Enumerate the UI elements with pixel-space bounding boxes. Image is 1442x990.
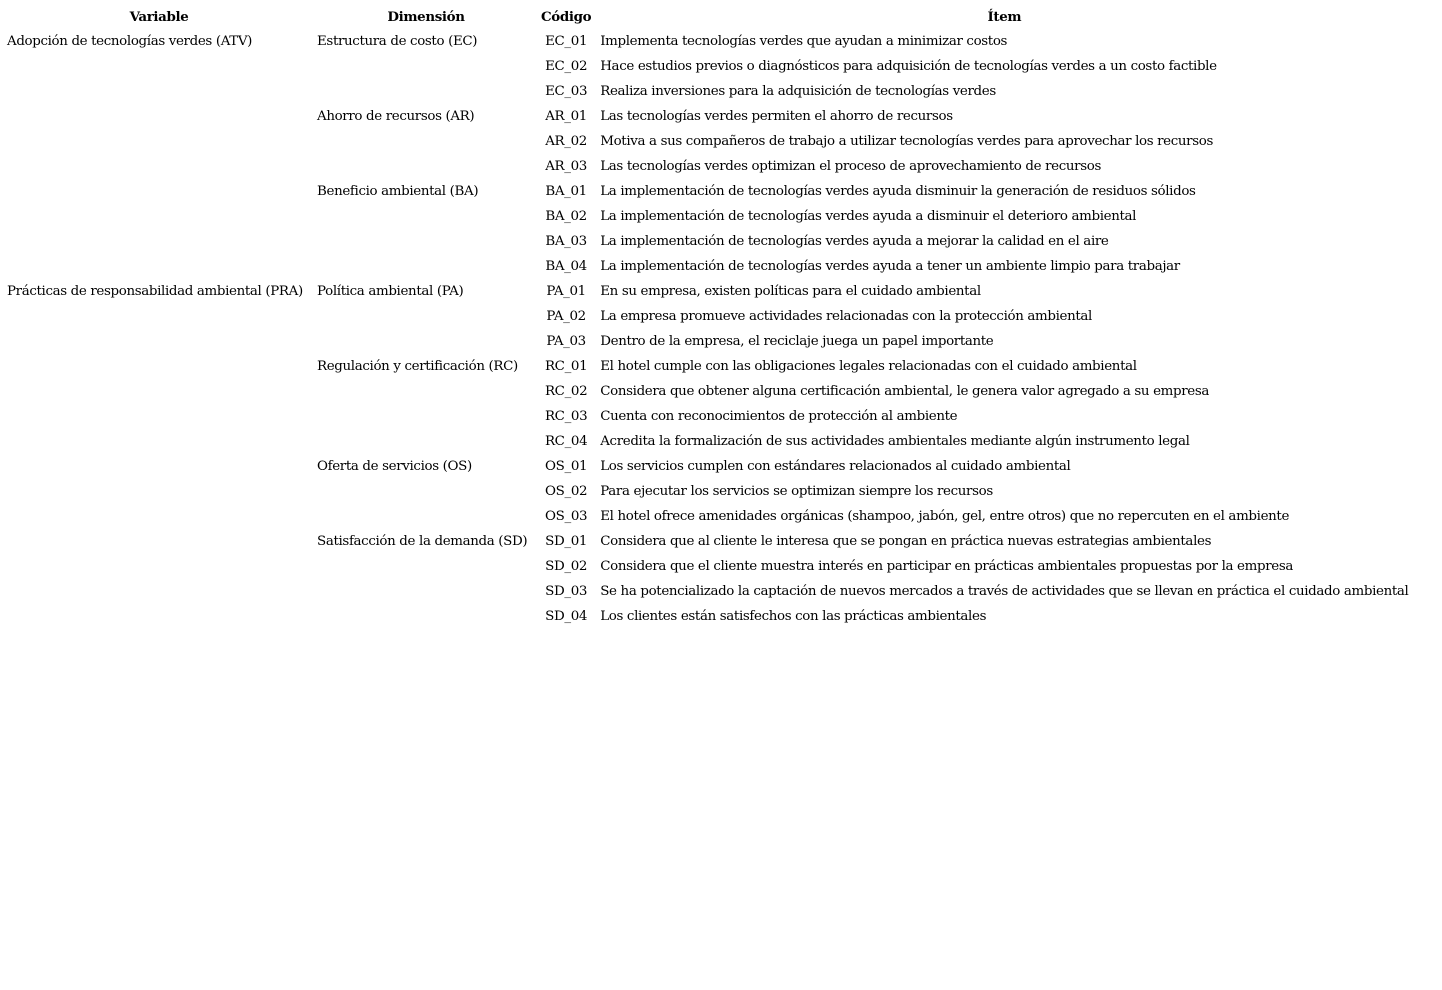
dimension-cell <box>314 229 538 254</box>
table-row <box>2 579 1411 604</box>
item-cell: Acredita la formalización de sus actividades ambientales mediante algún instrumento legal <box>600 434 1190 449</box>
code-cell: EC_01 <box>545 34 588 49</box>
code-cell: BA_04 <box>545 259 587 274</box>
dimension-cell: Política ambiental (PA) <box>317 284 464 299</box>
dimension-cell <box>314 254 538 279</box>
dimension-cell: Ahorro de recursos (AR) <box>317 109 475 124</box>
table-row <box>2 204 1411 229</box>
dimension-cell: Estructura de costo (EC) <box>317 34 478 49</box>
dimension-cell <box>314 79 538 104</box>
dimension-cell: Regulación y certificación (RC) <box>317 359 518 374</box>
code-cell: AR_02 <box>545 134 587 149</box>
table-row <box>2 279 1411 304</box>
dimension-cell <box>314 154 538 179</box>
code-cell: SD_02 <box>545 559 588 574</box>
table-row <box>2 504 1411 529</box>
dimension-cell <box>314 304 538 329</box>
dimension-cell: Oferta de servicios (OS) <box>317 459 472 474</box>
table-row <box>2 179 1411 204</box>
table-row <box>2 429 1411 454</box>
variable-cell <box>2 454 314 479</box>
item-cell: Los servicios cumplen con estándares relacionados al cuidado ambiental <box>600 459 1071 474</box>
code-cell: AR_01 <box>545 109 587 124</box>
code-cell: PA_02 <box>546 309 586 324</box>
item-cell: La empresa promueve actividades relacionadas con la protección ambiental <box>600 309 1092 324</box>
table-row <box>2 104 1411 129</box>
item-cell: Los clientes están satisfechos con las prácticas ambientales <box>600 609 987 624</box>
table-row <box>2 554 1411 579</box>
header-dimension: Dimensión <box>387 8 465 25</box>
variable-cell <box>2 329 314 354</box>
table-row <box>2 454 1411 479</box>
table-row <box>2 29 1411 54</box>
variable-cell <box>2 604 314 629</box>
item-cell: El hotel cumple con las obligaciones legales relacionadas con el cuidado ambiental <box>600 359 1137 374</box>
code-cell: RC_01 <box>544 359 588 374</box>
item-cell: Considera que el cliente muestra interés en participar en prácticas ambientales propuestas por la empresa <box>600 559 1293 574</box>
table-row <box>2 329 1411 354</box>
code-cell: SD_03 <box>545 584 588 599</box>
variable-cell <box>2 529 314 554</box>
table-row <box>2 79 1411 104</box>
code-cell: OS_01 <box>545 459 588 474</box>
dimension-cell <box>314 379 538 404</box>
table-row <box>2 304 1411 329</box>
variable-cell <box>2 504 314 529</box>
dimension-cell <box>314 479 538 504</box>
table-row <box>2 354 1411 379</box>
variable-cell <box>2 179 314 204</box>
dimension-cell <box>314 54 538 79</box>
code-cell: BA_03 <box>545 234 587 249</box>
code-cell: SD_01 <box>545 534 588 549</box>
header-row <box>2 4 1411 29</box>
code-cell: EC_03 <box>545 84 588 99</box>
code-cell: BA_01 <box>545 184 587 199</box>
variable-cell <box>2 204 314 229</box>
variable-cell <box>2 429 314 454</box>
dimension-cell <box>314 604 538 629</box>
variable-cell <box>2 254 314 279</box>
code-cell: RC_02 <box>544 384 588 399</box>
dimension-cell <box>314 504 538 529</box>
variable-cell <box>2 404 314 429</box>
table-row <box>2 529 1411 554</box>
variable-cell <box>2 554 314 579</box>
item-cell: Considera que al cliente le interesa que se pongan en práctica nuevas estrategias ambientales <box>600 534 1212 549</box>
code-cell: BA_02 <box>545 209 587 224</box>
dimension-cell <box>314 129 538 154</box>
item-cell: Para ejecutar los servicios se optimizan siempre los recursos <box>600 484 993 499</box>
variable-cell <box>2 579 314 604</box>
code-cell: PA_03 <box>546 334 586 349</box>
variable-cell <box>2 379 314 404</box>
header-code: Código <box>541 8 592 25</box>
variable-cell: Prácticas de responsabilidad ambiental (PRA) <box>7 284 303 299</box>
item-cell: Las tecnologías verdes optimizan el proceso de aprovechamiento de recursos <box>600 159 1101 174</box>
variable-cell <box>2 304 314 329</box>
variable-cell <box>2 129 314 154</box>
item-cell: Dentro de la empresa, el reciclaje juega un papel importante <box>600 334 994 349</box>
variable-cell <box>2 154 314 179</box>
variable-cell <box>2 54 314 79</box>
header-variable: Variable <box>129 8 189 25</box>
variable-cell <box>2 479 314 504</box>
item-cell: La implementación de tecnologías verdes ayuda disminuir la generación de residuos sólidos <box>600 184 1196 199</box>
header-item: Ítem <box>987 8 1022 25</box>
dimension-cell <box>314 404 538 429</box>
table-row <box>2 379 1411 404</box>
item-cell: La implementación de tecnologías verdes ayuda a mejorar la calidad en el aire <box>600 234 1109 249</box>
item-cell: Hace estudios previos o diagnósticos para adquisición de tecnologías verdes a un costo factible <box>600 59 1217 74</box>
variable-cell: Adopción de tecnologías verdes (ATV) <box>7 34 253 49</box>
item-cell: Cuenta con reconocimientos de protección al ambiente <box>600 409 958 424</box>
item-cell: La implementación de tecnologías verdes ayuda a tener un ambiente limpio para trabajar <box>600 259 1180 274</box>
item-cell: Se ha potencializado la captación de nuevos mercados a través de actividades que se llevan en práctica el cuidado ambiental <box>600 584 1409 599</box>
dimension-cell: Satisfacción de la demanda (SD) <box>317 534 528 549</box>
code-cell: SD_04 <box>545 609 588 624</box>
item-cell: La implementación de tecnologías verdes ayuda a disminuir el deterioro ambiental <box>600 209 1137 224</box>
item-cell: El hotel ofrece amenidades orgánicas (shampoo, jabón, gel, entre otros) que no repercuten en el ambiente <box>600 509 1290 524</box>
variable-cell <box>2 79 314 104</box>
table-row <box>2 54 1411 79</box>
table-row <box>2 129 1411 154</box>
code-cell: AR_03 <box>545 159 587 174</box>
code-cell: EC_02 <box>545 59 588 74</box>
dimension-cell <box>314 204 538 229</box>
dimension-cell <box>314 579 538 604</box>
code-cell: OS_03 <box>545 509 588 524</box>
item-cell: Considera que obtener alguna certificación ambiental, le genera valor agregado a su empresa <box>600 384 1210 399</box>
item-cell: En su empresa, existen políticas para el cuidado ambiental <box>600 284 981 299</box>
code-cell: RC_03 <box>544 409 588 424</box>
table-row <box>2 229 1411 254</box>
item-cell: Realiza inversiones para la adquisición de tecnologías verdes <box>600 84 996 99</box>
dimension-cell <box>314 329 538 354</box>
dimension-cell: Beneficio ambiental (BA) <box>317 184 479 199</box>
table-row <box>2 154 1411 179</box>
code-cell: RC_04 <box>544 434 588 449</box>
operationalization-table <box>2 4 1411 629</box>
code-cell: PA_01 <box>546 284 586 299</box>
table-row <box>2 604 1411 629</box>
table-row <box>2 404 1411 429</box>
variable-cell <box>2 229 314 254</box>
item-cell: Motiva a sus compañeros de trabajo a utilizar tecnologías verdes para aprovechar los recursos <box>600 134 1213 149</box>
table-row <box>2 479 1411 504</box>
table-row <box>2 254 1411 279</box>
dimension-cell <box>314 429 538 454</box>
item-cell: Implementa tecnologías verdes que ayudan a minimizar costos <box>600 34 1008 49</box>
code-cell: OS_02 <box>545 484 588 499</box>
variable-cell <box>2 104 314 129</box>
table-body <box>2 29 1411 629</box>
item-cell: Las tecnologías verdes permiten el ahorro de recursos <box>600 109 953 124</box>
variable-cell <box>2 354 314 379</box>
dimension-cell <box>314 554 538 579</box>
